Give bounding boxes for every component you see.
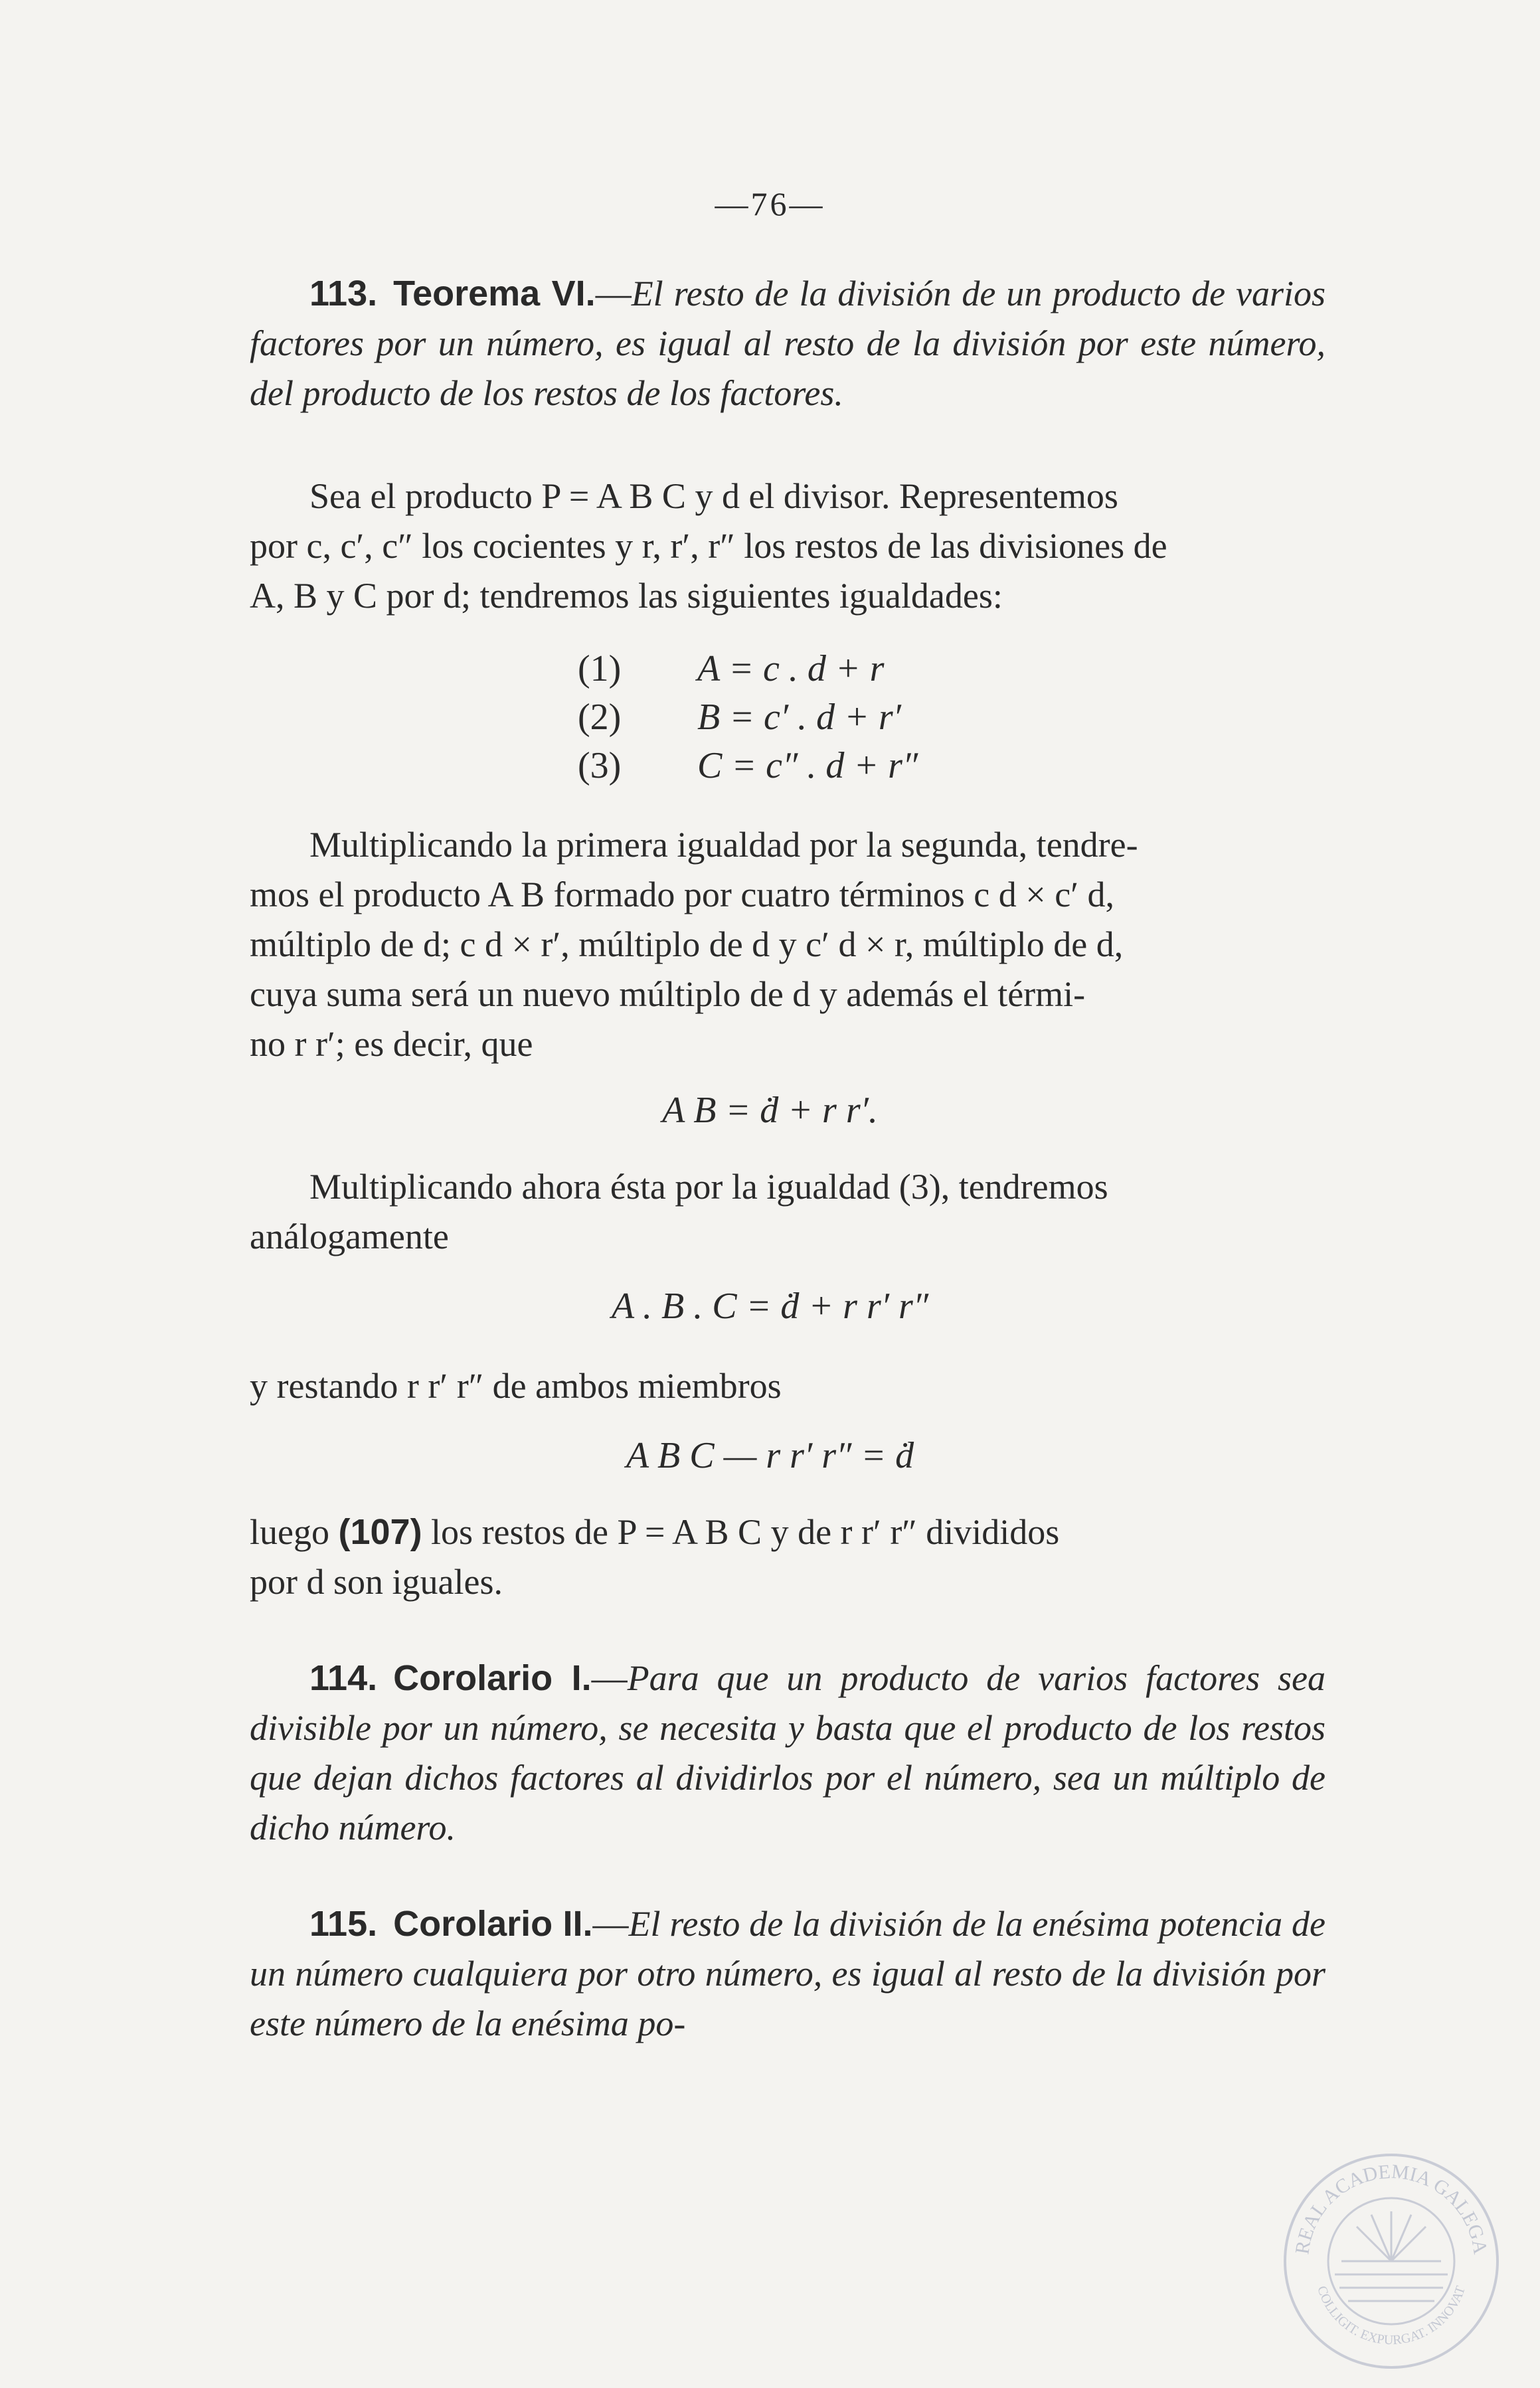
equation-expr: A = c . d + r xyxy=(697,648,885,689)
text-line: Multiplicando la primera igualdad por la segunda, tendre- xyxy=(309,825,1138,865)
equation-expr: C = c″ . d + r″ xyxy=(697,745,918,786)
seal-bottom-text: COLLIGIT. EXPURGAT. INNOVAT xyxy=(1314,2284,1468,2348)
text-line: por c, c′, c″ los cocientes y r, r′, r″ los restos de las divisiones de xyxy=(250,526,1167,566)
equation-abc xyxy=(0,1285,1540,1327)
equation-expr: A B = ḋ + r r′. xyxy=(662,1090,878,1131)
text-line: Multiplicando ahora ésta por la igualdad (3), tendremos xyxy=(309,1167,1108,1207)
text-line xyxy=(250,1507,1326,1557)
equation-number: (1) xyxy=(578,648,622,689)
section-115 xyxy=(250,1899,1326,2049)
equation-expr: B = c′ . d + r′ xyxy=(697,697,901,738)
equation-2 xyxy=(578,696,901,738)
corollary-statement: El resto de la división de la enésima potencia de un número cualquiera por otro número, es igual al resto de la división por este número de la enésima po- xyxy=(250,1904,1326,2043)
dash: — xyxy=(592,1904,629,1944)
text-line: múltiplo de d; c d × r′, múltiplo de d y c′ d × r, múltiplo de d, xyxy=(250,924,1124,964)
text-line: mos el producto A B formado por cuatro términos c d × c′ d, xyxy=(250,875,1115,914)
section-114 xyxy=(250,1654,1326,1853)
section-number: 114. xyxy=(309,1658,378,1698)
reference: (107) xyxy=(338,1512,422,1552)
paragraph-5 xyxy=(250,1507,1326,1607)
dash: — xyxy=(591,1658,628,1698)
text-line: cuya suma será un nuevo múltiplo de d y además el térmi- xyxy=(250,974,1086,1014)
paragraph-4 xyxy=(250,1361,1326,1411)
section-number: 115. xyxy=(309,1904,378,1944)
paragraph-3 xyxy=(250,1162,1326,1262)
section-113 xyxy=(250,269,1326,418)
library-seal xyxy=(1278,2148,1504,2374)
equation-3 xyxy=(578,744,918,787)
paragraph-2 xyxy=(250,820,1326,1069)
section-title: Corolario I. xyxy=(393,1658,592,1698)
equation-1 xyxy=(578,647,884,690)
text-line: por d son iguales. xyxy=(250,1562,503,1602)
equation-ab xyxy=(0,1089,1540,1132)
section-title: Teorema VI. xyxy=(393,274,596,313)
text-line: no r r′; es decir, que xyxy=(250,1024,533,1064)
text-line: y restando r r′ r″ de ambos miembros xyxy=(250,1366,782,1406)
text-line: A, B y C por d; tendremos las siguientes igualdades: xyxy=(250,576,1003,616)
text-line: Sea el producto P = A B C y d el divisor. Representemos xyxy=(309,476,1118,516)
equation-abc-minus xyxy=(0,1434,1540,1477)
theorem-statement: El resto de la división de un producto de varios factores por un número, es igual al resto de la división por este número, del producto de los restos de los factores. xyxy=(250,274,1326,413)
seal-top-text: REAL ACADEMIA GALEGA xyxy=(1291,2160,1492,2256)
equation-number: (3) xyxy=(578,745,622,786)
paragraph-1 xyxy=(250,471,1326,621)
page-number: —76— xyxy=(715,185,825,222)
equation-expr: A . B . C = ḋ + r r′ r″ xyxy=(611,1286,929,1327)
section-title: Corolario II. xyxy=(393,1904,593,1944)
dash: — xyxy=(595,274,632,313)
text-fragment: luego xyxy=(250,1512,339,1552)
text-line: análogamente xyxy=(250,1217,449,1256)
equation-number: (2) xyxy=(578,697,622,738)
seal-graphic xyxy=(1278,2148,1504,2374)
equation-expr: A B C — r r′ r″ = ḋ xyxy=(626,1435,914,1476)
text-fragment: los restos de P = A B C y de r r′ r″ divididos xyxy=(422,1512,1060,1552)
corollary-statement: Para que un producto de varios factores sea divisible por un número, se necesita y basta que el producto de los restos que dejan dichos factores al dividirlos por el número, sea un múltiplo de dicho número. xyxy=(250,1658,1326,1847)
section-number: 113. xyxy=(309,274,378,313)
